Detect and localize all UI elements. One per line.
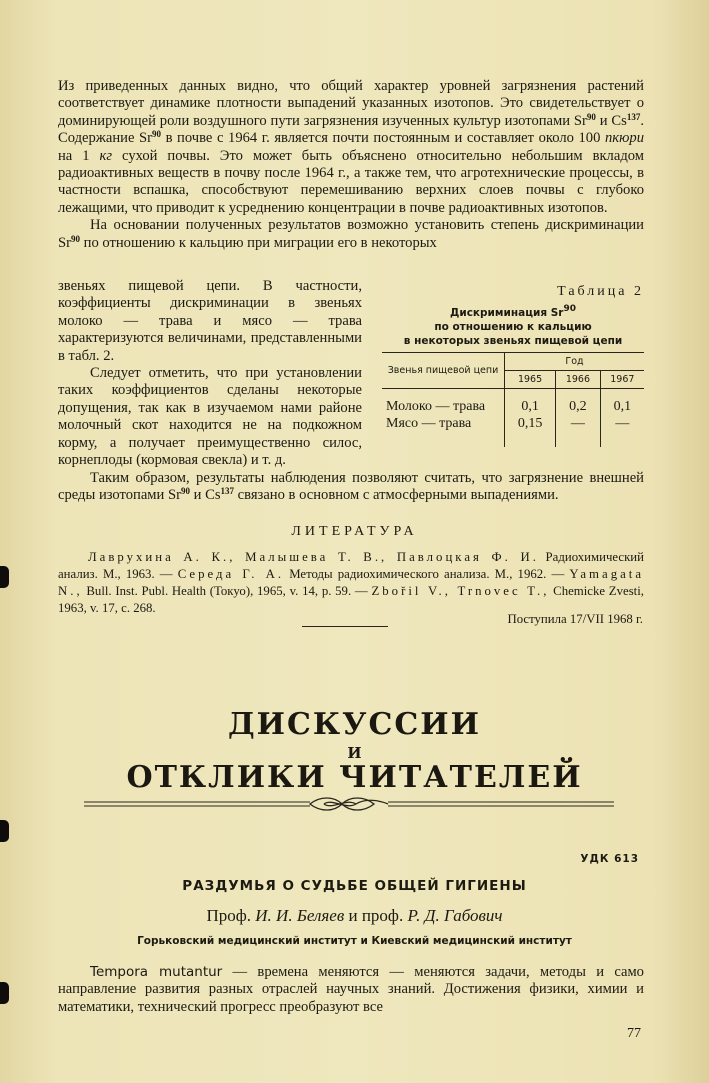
discrimination-table — [382, 352, 644, 447]
unit-text: кг — [99, 147, 113, 164]
paragraph-4 — [58, 470, 644, 505]
reference-authors: Лаврухина А. К., Малышева Т. В., Павлоцкая Ф. И. — [88, 550, 539, 564]
row-label: Молоко — трава — [386, 399, 486, 414]
institutions: Горьковский медицинский институт и Киевский медицинский институт — [137, 935, 572, 947]
article-intro — [58, 964, 644, 1016]
paragraph-3: Следует отметить, что при установлении таких коэффициентов сделаны некоторые допущения, так как в изучаемом нами районе молочный скот находится не на подкожном корму, а получает преимущественно силос, корнеплоды (кормовая свекла) и т. д. — [58, 365, 362, 469]
reference-authors: Середа Г. А. — [177, 567, 285, 581]
row-label: Мясо — трава — [386, 416, 472, 431]
author-name: И. И. Беляев — [255, 906, 345, 925]
table-cell: 0,15 — [505, 415, 556, 447]
text-run: — времена меняются — меняются задачи, методы и само направление развития разных отраслей научных знаний. Достижения физики, химии и математики, технический прогресс преобразуют все — [58, 964, 644, 1015]
reference-authors: Yamagata N., — [58, 567, 645, 598]
paragraph-2-start — [58, 217, 644, 252]
text-run: На основании полученных результатов возможно установить степень дискриминации Sr — [58, 217, 644, 251]
section-title-and: И — [347, 744, 362, 762]
isotope-mass: 137 — [626, 111, 641, 122]
punch-hole-mark — [0, 982, 9, 1004]
isotope-mass: 137 — [220, 486, 235, 497]
reference-text: Chemicke Zvesti, 1963, v. 17, c. 268. — [58, 584, 644, 615]
punch-hole-mark — [0, 820, 9, 842]
table-title-line: по отношению к кальцию — [434, 321, 592, 333]
text-run: сухой почвы. Это может быть объяснено относительно небольшим вкладом радиоактивных веществ в почву после 1964 г., а также тем, что агротехнические процессы, в частности вспашка, способствуют перемешиванию верхних слоев почвы с глубоко лежащими, что приводит к усреднению концентрации в почве радиоактивных изотопов. — [58, 147, 644, 216]
table-cell: 0,1 — [505, 389, 556, 416]
isotope-mass: 90 — [180, 486, 190, 497]
table-cell: 0,1 — [600, 389, 644, 416]
ornament-divider-icon — [84, 796, 614, 812]
table-cell: — — [556, 415, 601, 447]
reference-authors: Zbořil V., Trnovec T., — [371, 584, 550, 598]
page-number: 77 — [627, 1026, 641, 1041]
table-header-row — [382, 353, 644, 371]
table-cell: 0,2 — [556, 389, 601, 416]
author-name: Р. Д. Габович — [407, 906, 503, 925]
isotope-mass: 90 — [563, 304, 577, 314]
body-text-column — [58, 278, 362, 469]
reference-text: Методы радиохимического анализа. М., 1962. — — [284, 567, 570, 581]
table-2 — [382, 284, 644, 447]
latin-phrase: Tempora mutantur — [90, 964, 223, 980]
table-title-line — [382, 306, 644, 320]
reference-text: Радиохимический анализ. М., 1963. — — [58, 550, 644, 581]
text-run: и Cs — [595, 112, 627, 129]
intro-paragraph — [58, 964, 644, 1016]
text-run: и Cs — [189, 487, 221, 504]
text-run: по отношению к кальцию при миграции его в некоторых — [79, 234, 437, 251]
literature-heading: ЛИТЕРАТУРА — [291, 524, 418, 539]
text-run: Дискриминация Sr — [449, 307, 564, 319]
author-prefix: и проф. — [348, 906, 404, 925]
paragraph-1 — [58, 78, 644, 217]
header-year-1967: 1967 — [600, 371, 644, 389]
text-run: . Содержание Sr — [58, 112, 644, 147]
table-title-line: в некоторых звеньях пищевой цепи — [403, 335, 623, 347]
text-run: Из приведенных данных видно, что общий характер уровней загрязнения растений соответствует динамике плотности выпадений указанных изотопов. Это свидетельствует о доминирующей роли воздушного пути загрязнения изученных культур изотопами Sr — [58, 78, 644, 129]
divider — [302, 626, 388, 627]
text-run: связано в основном с атмосферными выпадениями. — [234, 487, 559, 504]
text-run: на 1 — [58, 147, 100, 164]
article-authors — [0, 906, 709, 926]
author-prefix: Проф. — [206, 906, 252, 925]
text-run: Таким образом, результаты наблюдения позволяют считать, что загрязнение внешней среды изотопами Sr — [58, 470, 644, 504]
reference-text: Bull. Inst. Publ. Health (Токуо), 1965, v. 14, p. 59. — — [82, 584, 372, 598]
udk-code: УДК 613 — [580, 853, 639, 865]
section-title-responses: ОТКЛИКИ ЧИТАТЕЛЕЙ — [126, 760, 583, 795]
paragraph-2-continued: звеньях пищевой цепи. В частности, коэффициенты дискриминации в звеньях молоко — трава и мясо — трава характеризуются величинами, представленными в табл. 2. — [58, 278, 362, 364]
article-title: РАЗДУМЬЯ О СУДЬБЕ ОБЩЕЙ ГИГИЕНЫ — [182, 878, 527, 894]
table-row — [382, 389, 644, 416]
literature-references — [58, 549, 644, 617]
punch-hole-mark — [0, 566, 9, 588]
isotope-mass: 90 — [70, 233, 80, 244]
body-text-top — [58, 78, 644, 252]
table-number: Таблица 2 — [557, 284, 644, 299]
unit-text: пкюри — [604, 130, 644, 147]
header-year-1966: 1966 — [556, 371, 601, 389]
table-row — [382, 415, 644, 447]
table-cell: — — [600, 415, 644, 447]
header-year: Год — [505, 353, 645, 371]
header-chain: Звенья пищевой цепи — [382, 353, 505, 389]
body-text-conclusion — [58, 470, 644, 505]
isotope-mass: 90 — [586, 111, 596, 122]
header-year-1965: 1965 — [505, 371, 556, 389]
isotope-mass: 90 — [152, 129, 162, 140]
text-run: в почве с 1964 г. является почти постоянным и составляет около 100 — [161, 130, 605, 147]
table-title — [382, 306, 644, 348]
section-title-discussions: ДИСКУССИИ — [228, 707, 481, 742]
received-date: Поступила 17/VII 1968 г. — [507, 612, 643, 626]
